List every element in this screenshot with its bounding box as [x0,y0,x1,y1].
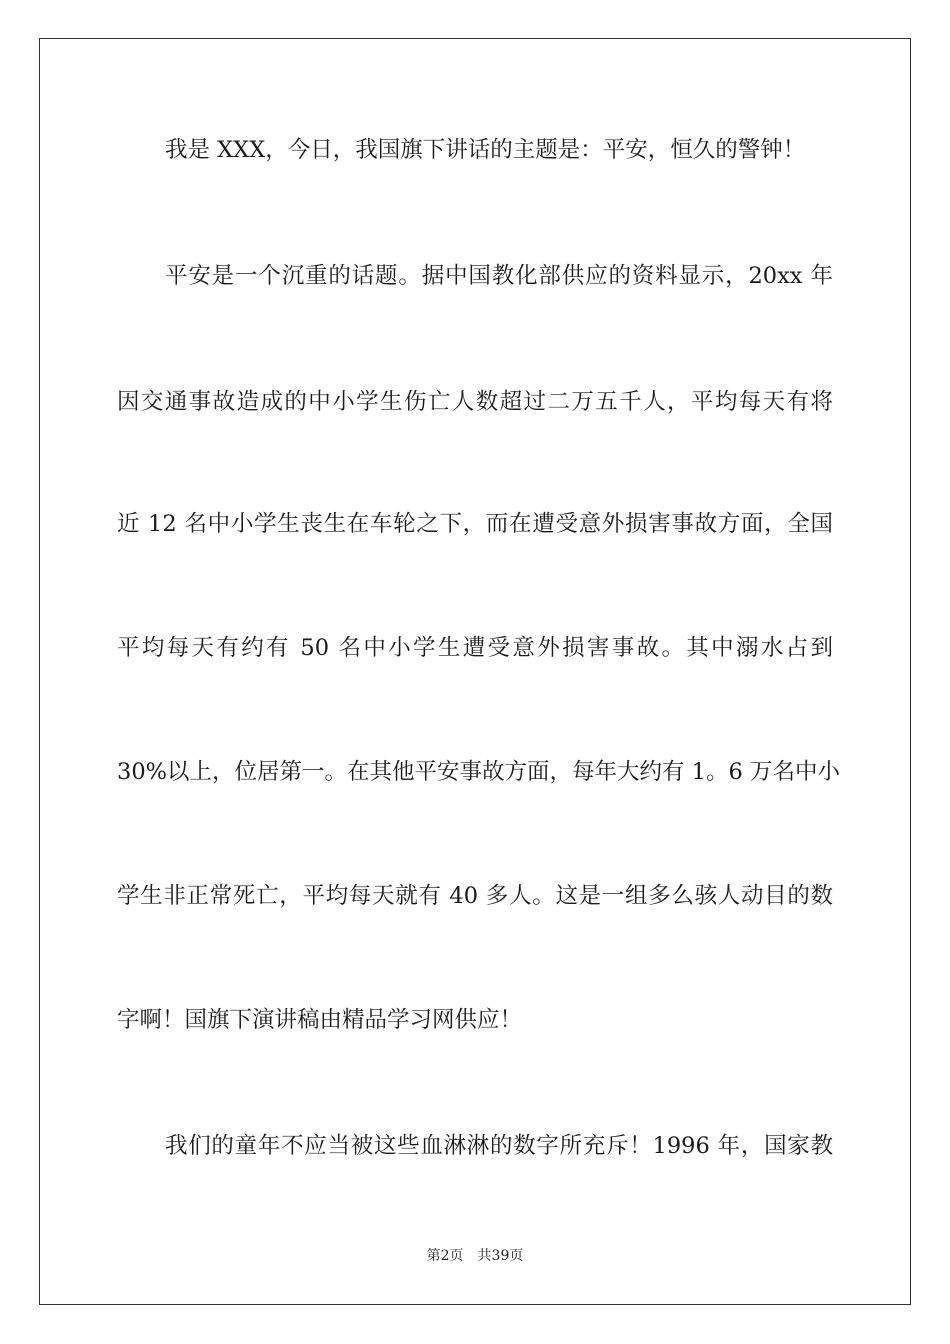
paragraph-2-line-7: 字啊！国旗下演讲稿由精品学习网供应！ [117,1007,523,1033]
page-number: 第2页 [426,1248,464,1264]
paragraph-2-line-5: 30%以上，位居第一。在其他平安事故方面，每年大约有 1。6 万名中小 [117,759,840,785]
paragraph-3-line-1: 我们的童年不应当被这些血淋淋的数字所充斥！1996 年，国家教 [165,1133,833,1159]
paragraph-2-line-4: 平均每天有约有 50 名中小学生遭受意外损害事故。其中溺水占到 [117,635,833,661]
paragraph-1-line-1: 我是 XXX，今日，我国旗下讲话的主题是：平安，恒久的警钟！ [165,137,806,163]
page-frame [39,38,911,1305]
paragraph-2-line-6: 学生非正常死亡，平均每天就有 40 多人。这是一组多么骇人动目的数 [117,883,833,909]
page-total: 共39页 [477,1248,524,1264]
paragraph-2-line-1: 平安是一个沉重的话题。据中国教化部供应的资料显示，20xx 年 [165,263,833,289]
paragraph-2-line-3: 近 12 名中小学生丧生在车轮之下，而在遭受意外损害事故方面，全国 [117,511,833,537]
page-footer [0,1246,950,1266]
paragraph-2-line-2: 因交通事故造成的中小学生伤亡人数超过二万五千人，平均每天有将 [117,389,833,415]
